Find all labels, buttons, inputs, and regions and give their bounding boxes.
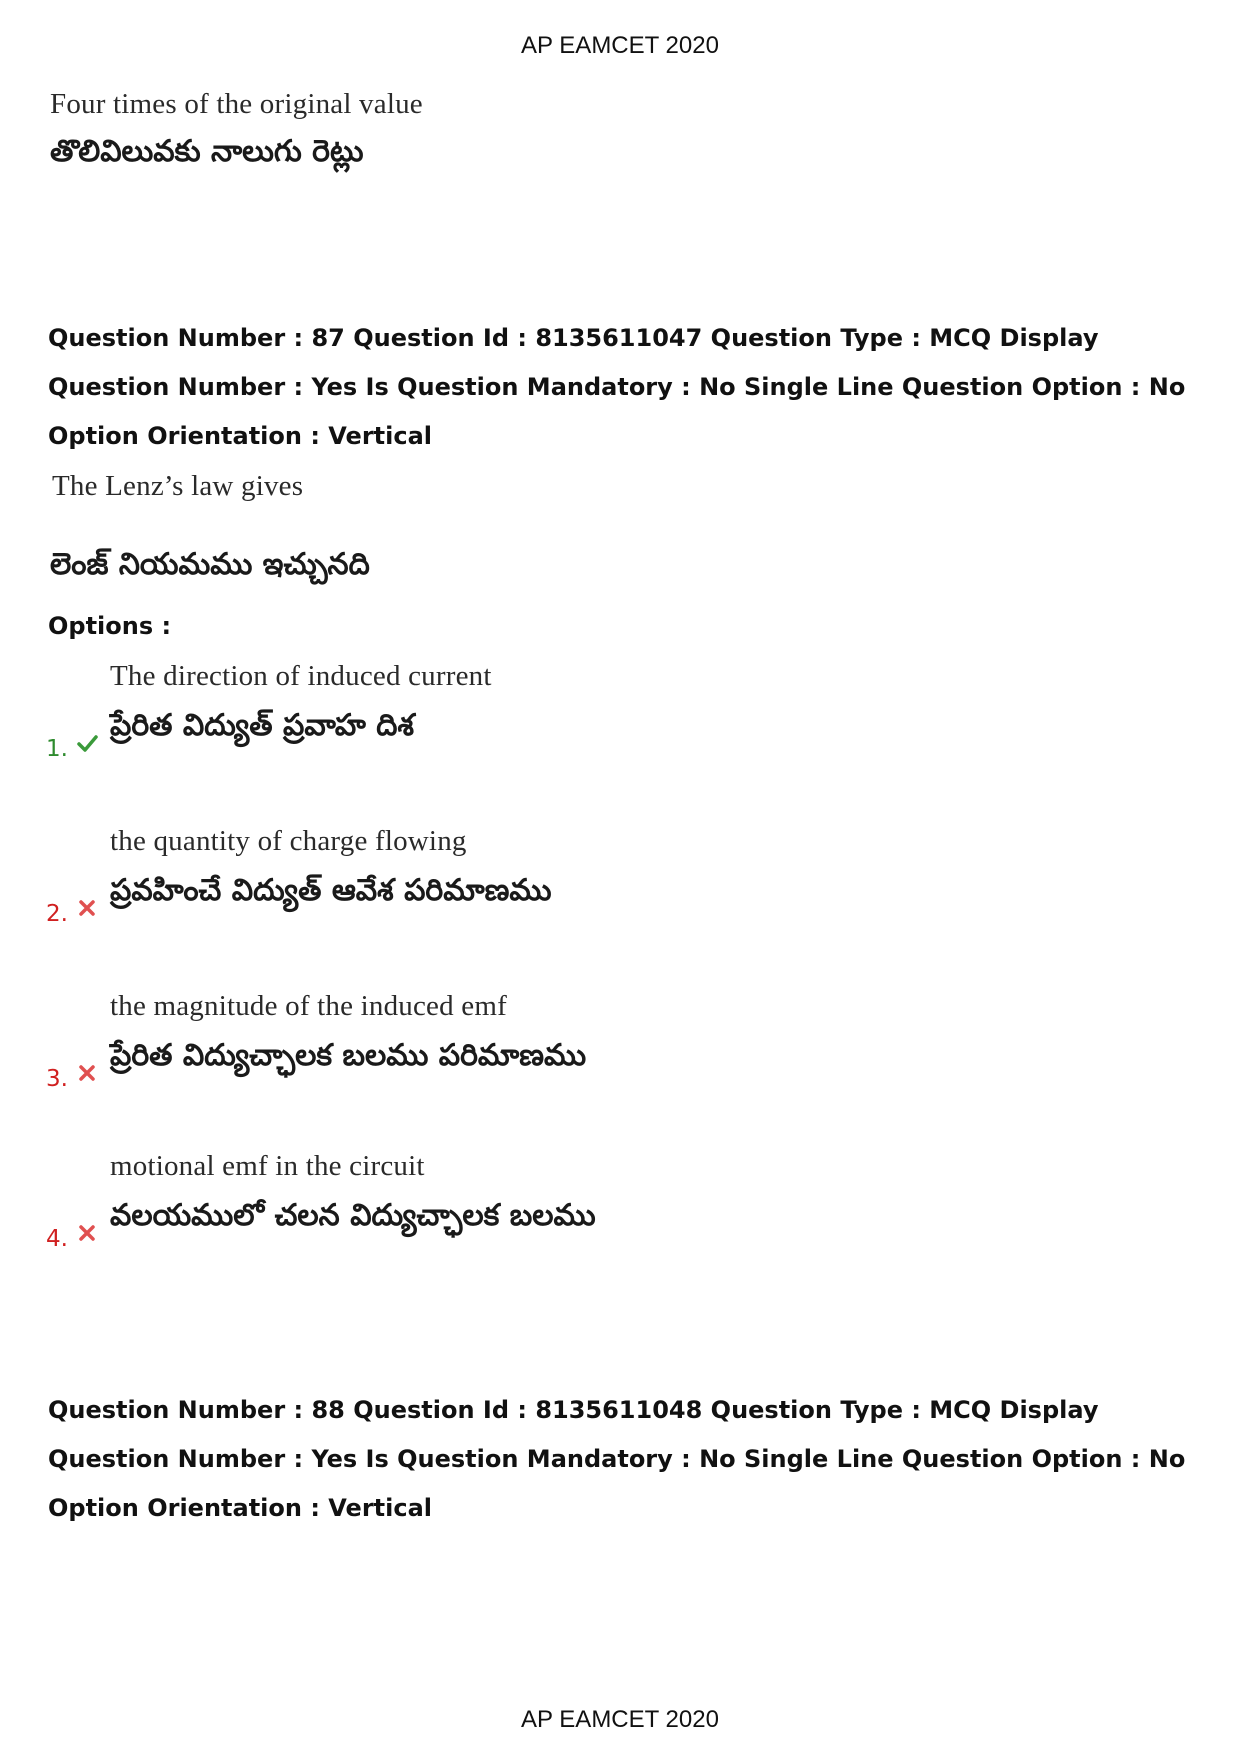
options-label: Options : [48, 612, 172, 640]
question-87-meta: Question Number : 87 Question Id : 8135611047 Question Type : MCQ Display Question Number : Yes Is Question Mandatory : No Single Line Question Option : No Option Orientation : Vertical [48, 324, 1186, 450]
option-text-telugu: ప్రవహించే విద్యుత్ ఆవేశ పరిమాణము [110, 873, 552, 908]
previous-option-telugu: తొలివిలువకు నాలుగు రెట్లు [50, 134, 364, 169]
option-number: 2. [46, 901, 68, 927]
option-1 [46, 660, 746, 780]
check-icon [76, 732, 98, 754]
option-text-telugu: ప్రేరిత విద్యుత్ ప్రవాహ దిశ [110, 708, 414, 743]
option-number: 4. [46, 1226, 68, 1252]
cross-icon [76, 1222, 98, 1244]
page-footer: AP EAMCET 2020 [521, 1706, 719, 1733]
previous-option-english: Four times of the original value [50, 88, 423, 120]
option-2 [46, 825, 746, 945]
option-3 [46, 990, 746, 1110]
option-text-english: The direction of induced current [110, 660, 492, 692]
option-text-telugu: ప్రేరిత విద్యుచ్ఛాలక బలము పరిమాణము [110, 1038, 587, 1073]
question-87-stem-telugu: లెంజ్ నియమము ఇచ్చునది [50, 547, 370, 582]
option-number: 3. [46, 1066, 68, 1092]
option-4 [46, 1150, 746, 1270]
option-text-english: the quantity of charge flowing [110, 825, 467, 857]
option-text-telugu: వలయములో చలన విద్యుచ్ఛాలక బలము [110, 1198, 596, 1233]
option-text-english: the magnitude of the induced emf [110, 990, 507, 1022]
cross-icon [76, 1062, 98, 1084]
page-header: AP EAMCET 2020 [521, 32, 719, 59]
option-text-english: motional emf in the circuit [110, 1150, 425, 1182]
question-88-meta: Question Number : 88 Question Id : 8135611048 Question Type : MCQ Display Question Number : Yes Is Question Mandatory : No Single Line Question Option : No Option Orientation : Vertical [48, 1396, 1186, 1522]
cross-icon [76, 897, 98, 919]
option-number: 1. [46, 736, 68, 762]
question-87-stem-english: The Lenz’s law gives [52, 470, 304, 502]
